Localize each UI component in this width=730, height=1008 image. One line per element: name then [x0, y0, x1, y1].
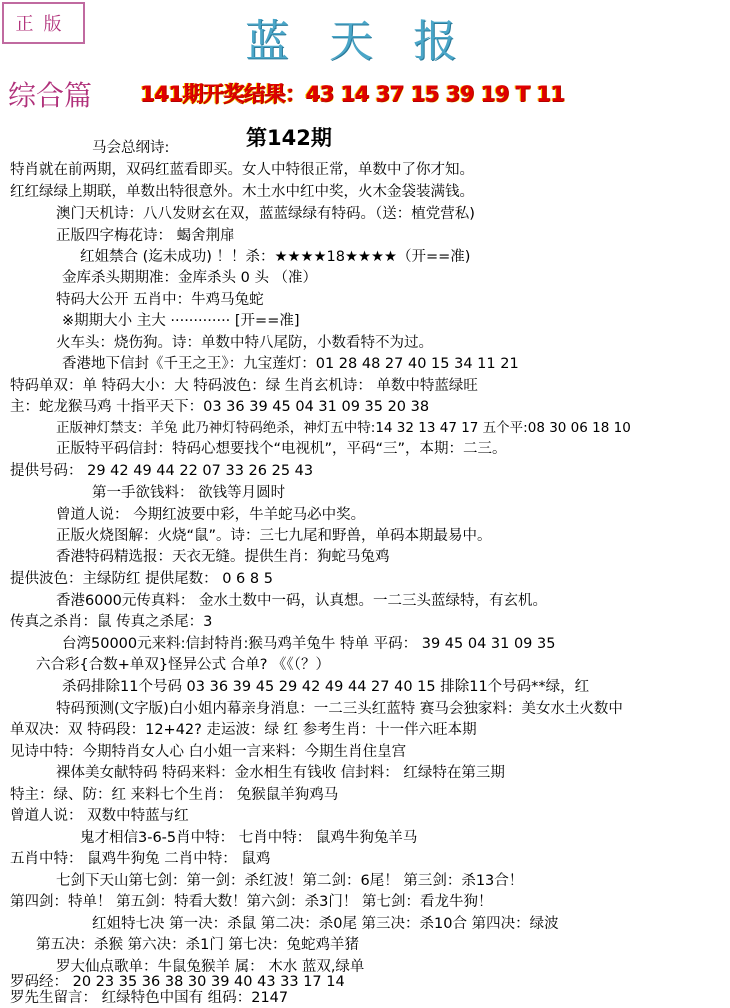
- text-line: 特肖就在前两期，双码红蓝看即买。女人中特很正常，单数中了你才知。: [10, 162, 474, 178]
- text-line: 正版火烧图解：火烧“鼠”。诗：三七九尾和野兽，单码本期最易中。: [56, 528, 492, 544]
- authentic-badge: 正版: [2, 2, 85, 44]
- newspaper-title: 蓝天报: [245, 16, 497, 67]
- text-line: 罗码经： 20 23 35 36 38 30 39 40 43 33 17 14: [10, 974, 345, 990]
- text-line: 火车头：烧伤狗。诗：单数中特八尾防，小数看特不为过。: [56, 335, 433, 351]
- issue-number: 第142期: [246, 126, 332, 150]
- text-line: 第一手欲钱料： 欲钱等月圆时: [92, 485, 286, 501]
- text-line: 裸体美女献特码 特码来料：金水相生有钱收 信封料： 红绿特在第三期: [56, 765, 505, 781]
- text-line: 罗先生留言： 红绿特色中国有 组码：2147: [10, 990, 289, 1006]
- text-line: 特码大公开 五肖中：牛鸡马兔蛇: [56, 292, 264, 308]
- text-line: 罗大仙点歌单：牛鼠兔猴羊 属： 木水 蓝双,绿单: [56, 959, 365, 975]
- text-line: 提供波色：主绿防红 提供尾数： 0 6 8 5: [10, 571, 273, 587]
- text-line: 红姐禁合 (迄未成功) ！！杀：★★★★18★★★★（开==准): [80, 249, 471, 265]
- text-line: 香港6000元传真料： 金水土数中一码，认真想。一二三头蓝绿特，有玄机。: [56, 593, 548, 609]
- text-line: 香港地下信封《千王之王》：九宝莲灯：01 28 48 27 40 15 34 11 21: [62, 356, 519, 372]
- text-line: 正版四字梅花诗： 蝎舍荆扉: [56, 228, 235, 244]
- text-line: 七剑下天山第七剑：第一剑：杀红波！第二剑：6尾！ 第三剑：杀13合！: [56, 873, 524, 889]
- text-line: 红姐特七决 第一决：杀鼠 第二决：杀0尾 第三决：杀10合 第四决：绿波: [92, 916, 559, 932]
- text-line: 杀码排除11个号码 03 36 39 45 29 42 49 44 27 40 15 排除11个号码**绿，红: [62, 679, 590, 695]
- text-line: 传真之杀肖：鼠 传真之杀尾：3: [10, 614, 213, 630]
- text-line: 第五决：杀猴 第六决：杀1门 第七决：兔蛇鸡羊猪: [36, 937, 359, 953]
- section-label: 综合篇: [8, 79, 93, 112]
- text-line: 五肖中特： 鼠鸡牛狗兔 二肖中特： 鼠鸡: [10, 851, 271, 867]
- text-line: 金库杀头期期准：金库杀头 0 头 （准）: [62, 270, 318, 286]
- text-line: 特码预测(文字版)白小姐内幕亲身消息：一二三头红蓝特 赛马会独家料：美女水土火数中: [56, 701, 623, 717]
- text-line: 提供号码： 29 42 49 44 22 07 33 26 25 43: [10, 463, 314, 479]
- text-line: 特码单双：单 特码大小：大 特码波色：绿 生肖玄机诗： 单数中特蓝绿旺: [10, 378, 478, 394]
- text-line: 曾道人说： 双数中特蓝与红: [10, 808, 189, 824]
- text-line: ※期期大小 主大 ············· [开==准]: [62, 313, 300, 329]
- previous-result-headline: 141期开奖结果：43 14 37 15 39 19 T 11: [140, 82, 565, 106]
- text-line: 台湾50000元来料:信封特肖:猴马鸡羊兔牛 特单 平码： 39 45 04 31 09 35: [62, 636, 556, 652]
- text-line: 六合彩{合数+单双}怪异公式 合单? 《《（？）: [36, 657, 331, 673]
- text-line: 主：蛇龙猴马鸡 十指平天下：03 36 39 45 04 31 09 35 20 38: [10, 399, 430, 415]
- text-line: 第四剑：特单！ 第五剑：特看大数！第六剑：杀3门！ 第七剑：看龙牛狗！: [10, 894, 493, 910]
- text-line: 正版神灯禁支：羊兔 此乃神灯特码绝杀，神灯五中特:14 32 13 47 17 五个平:08 30 06 18 10: [56, 420, 631, 436]
- text-line: 见诗中特：今期特肖女人心 白小姐一言来料：今期生肖住皇宫: [10, 744, 407, 760]
- text-line: 鬼才相信3-6-5肖中特： 七肖中特： 鼠鸡牛狗兔羊马: [80, 830, 418, 846]
- text-line: 马会总纲诗:: [92, 140, 170, 156]
- text-line: 澳门天机诗：八八发财玄在双，蓝蓝绿绿有特码。（送：植党营私): [56, 206, 475, 222]
- text-line: 单双决：双 特码段：12+42? 走运波：绿 红 参考生肖：十一伴六旺本期: [10, 722, 477, 738]
- text-line: 正版特平码信封：特码心想要找个“电视机”，平码“三”，本期：二三。: [56, 441, 507, 457]
- text-line: 特主：绿、防：红 来料七个生肖： 兔猴鼠羊狗鸡马: [10, 787, 339, 803]
- text-line: 香港特码精选报：天衣无缝。提供生肖：狗蛇马兔鸡: [56, 549, 390, 565]
- text-line: 曾道人说： 今期红波要中彩，牛羊蛇马必中奖。: [56, 507, 366, 523]
- text-line: 红红绿绿上期联，单数出特很意外。木土水中红中奖，火木金袋装满钱。: [10, 184, 474, 200]
